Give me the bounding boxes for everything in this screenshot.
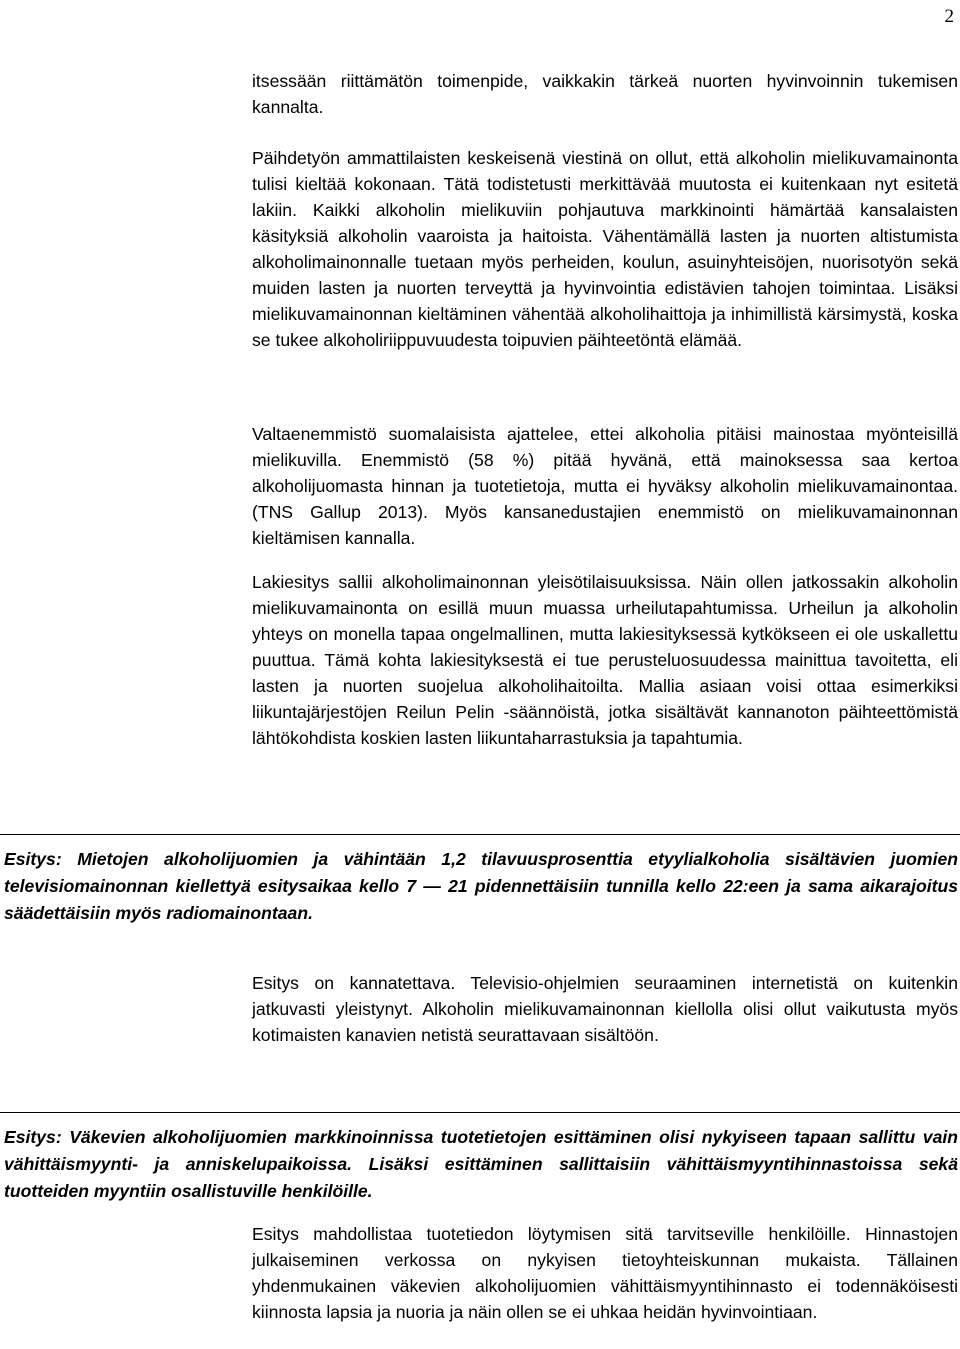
- paragraph-intro-continuation: itsessään riittämätön toimenpide, vaikkakin tärkeä nuorten hyvinvoinnin tukemisen kannalta.: [252, 71, 958, 117]
- paragraph-public-events: Lakiesitys sallii alkoholimainonnan yleisötilaisuuksissa. Näin ollen jatkossakin alkoholin mielikuvamainonta on esillä muun muassa urheilutapahtumissa. Urheilun ja alkoholin yhteys on monella tapaa ongelmallinen, mutta lakiesityksessä kytkökseen ei ole uskallettu puuttua. Tämä kohta lakiesityksestä ei tue perusteluosuudessa mainittua tavoitetta, eli lasten ja nuorten suojelua alkoholihaitoilta. Mallia asiaan voisi ottaa esimerkiksi liikuntajärjestöjen Reilun Pelin -säännöistä, jotka sisältävät kannanoton päihteettömistä lähtökohdista koskien lasten liikuntaharrastuksia ja tapahtumia.: [252, 572, 958, 748]
- section-divider: [0, 834, 960, 835]
- page-number: 2: [944, 6, 954, 27]
- proposal-comment-tv-advertising: Esitys on kannatettava. Televisio-ohjelmien seuraaminen internetistä on kuitenkin jatkuvasti yleistynyt. Alkoholin mielikuvamainonnan kiellolla olisi ollut vaikutusta myös kotimaisten kanavien netistä seurattavaan sisältöön.: [252, 973, 958, 1045]
- paragraph-majority-opinion: Valtaenemmistö suomalaisista ajattelee, ettei alkoholia pitäisi mainostaa myönteisillä mielikuvilla. Enemmistö (58 %) pitää hyvänä, että mainoksessa saa kertoa alkoholijuomasta hinnan ja tuotetietoja, mutta ei hyväksy alkoholin mielikuvamainontaa. (TNS Gallup 2013). Myös kansanedustajien enemmistö on mielikuvamainonnan kieltämisen kannalla.: [252, 424, 958, 548]
- proposal-title-tv-advertising: Esitys: Mietojen alkoholijuomien ja vähintään 1,2 tilavuusprosenttia etyylialkoholia sisältävien juomien televisiomainonnan kiellettyä esitysaikaa kello 7 — 21 pidennettäisiin tunnilla kello 22:een ja sama aikarajoitus säädettäisiin myös radiomainontaan.: [4, 849, 958, 923]
- proposal-comment-spirits-marketing: Esitys mahdollistaa tuotetiedon löytymisen sitä tarvitseville henkilöille. Hinnastojen julkaiseminen verkossa on nykyisen tietoyhteiskunnan mukaista. Tällainen yhdenmukainen väkevien alkoholijuomien vähittäismyyntihinnasto ei todennäköisesti kiinnosta lapsia ja nuoria ja näin ollen se ei uhkaa heidän hyvinvointiaan.: [252, 1224, 958, 1322]
- proposal-title-spirits-marketing: Esitys: Väkevien alkoholijuomien markkinoinnissa tuotetietojen esittäminen olisi nykyiseen tapaan sallittu vain vähittäismyynti- ja anniskelupaikoissa. Lisäksi esittäminen sallittaisiin vähittäismyyntihinnastoissa sekä tuotteiden myyntiin osallistuville henkilöille.: [4, 1127, 958, 1201]
- section-divider: [0, 1112, 960, 1113]
- paragraph-substance-work: Päihdetyön ammattilaisten keskeisenä viestinä on ollut, että alkoholin mielikuvamainonta tulisi kieltää kokonaan. Tätä todistetusti merkittävää muutosta ei kuitenkaan nyt esitetä lakiin. Kaikki alkoholin mielikuviin pohjautuva markkinointi hämärtää kansalaisten käsityksiä alkoholin vaaroista ja haitoista. Vähentämällä lasten ja nuorten altistumista alkoholimainonnalle tuetaan myös perheiden, koulun, asuinyhteisöjen, nuorisotyön sekä muiden lasten ja nuorten terveyttä ja hyvinvointia edistävien tahojen toimintaa. Lisäksi mielikuvamainonnan kieltäminen vähentää alkoholihaittoja ja inhimillistä kärsimystä, koska se tukee alkoholiriippuvuudesta toipuvien päihteetöntä elämää.: [252, 148, 958, 350]
